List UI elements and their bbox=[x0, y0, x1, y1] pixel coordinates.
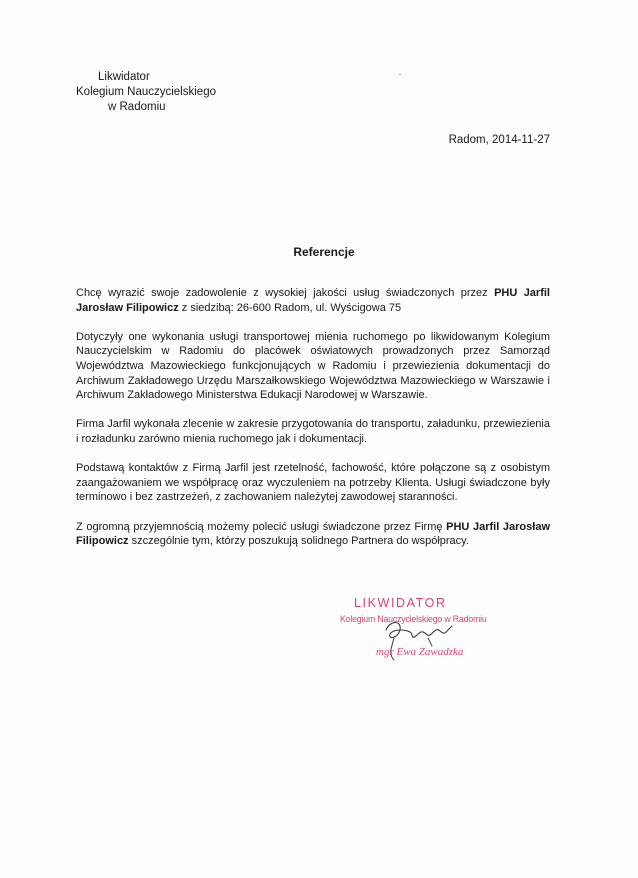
sender-line-3: w Radomiu bbox=[108, 101, 166, 113]
handwritten-signature bbox=[380, 616, 460, 664]
stamp-line-2: Kolegium Nauczycielskiego w Radomiu bbox=[340, 614, 487, 624]
paragraph-5-text-a: Z ogromną przyjemnością możemy polecić usługi świadczone przez Firmę bbox=[76, 520, 447, 533]
sender-line-1: Likwidator bbox=[98, 71, 150, 83]
paragraph-2: Dotyczyły one wykonania usługi transportowej mienia ruchomego po likwidowanym Kolegium Nauczycielskim w Radomiu do placówek oświatowych prowadzonych przez Samorząd Województwa Mazowieckiego funkcjonujących w Radomiu i przewiezienia dokumentacji do Archiwum Zakładowego Urzędu Marszałkowskiego Województwa Mazowieckiego w Warszawie i Archiwum Zakładowego Ministerstwa Edukacji Narodowej w Warszawie. bbox=[76, 330, 550, 402]
paragraph-1-text-b: z siedzibą: 26-600 Radom, ul. Wyścigowa 75 bbox=[178, 301, 402, 314]
sender-line-2: Kolegium Nauczycielskiego bbox=[76, 86, 216, 98]
paragraph-5-text-b: szczególnie tym, którzy poszukują solidnego Partnera do współpracy. bbox=[128, 535, 469, 548]
company-name-bold-2: PHU Jarfil Jarosław Filipowicz bbox=[76, 520, 550, 548]
letter-body bbox=[76, 286, 550, 563]
paragraph-1-text-a: Chcę wyrazić swoje zadowolenie z wysokiej jakości usług świadczonych przez bbox=[76, 287, 495, 299]
stamp-line-1: LIKWIDATOR bbox=[354, 596, 447, 610]
sender-block bbox=[76, 70, 216, 115]
paragraph-1 bbox=[76, 286, 550, 315]
paragraph-3: Firma Jarfil wykonała zlecenie w zakresie przygotowania do transportu, załadunku, przewiezienia i rozładunku zarówno mienia ruchomego jak i dokumentacji. bbox=[76, 418, 550, 445]
paragraph-5 bbox=[76, 520, 550, 549]
scan-speck bbox=[399, 74, 401, 75]
letter-date: Radom, 2014-11-27 bbox=[448, 134, 550, 146]
paragraph-4: Podstawą kontaktów z Firmą Jarfil jest rzetelność, fachowość, które połączone są z osobistym zaangażowaniem we współpracę oraz wyczuleniem na potrzeby Klienta. Usługi świadczone były terminowo i bez zastrzeżeń, z zachowaniem należytej zawodowej staranności. bbox=[76, 462, 550, 504]
stamp-line-3: mgr Ewa Zawadzka bbox=[376, 646, 464, 658]
company-name-bold: PHU Jarfil Jarosław Filipowicz bbox=[76, 287, 550, 314]
letter-title: Referencje bbox=[293, 245, 355, 259]
